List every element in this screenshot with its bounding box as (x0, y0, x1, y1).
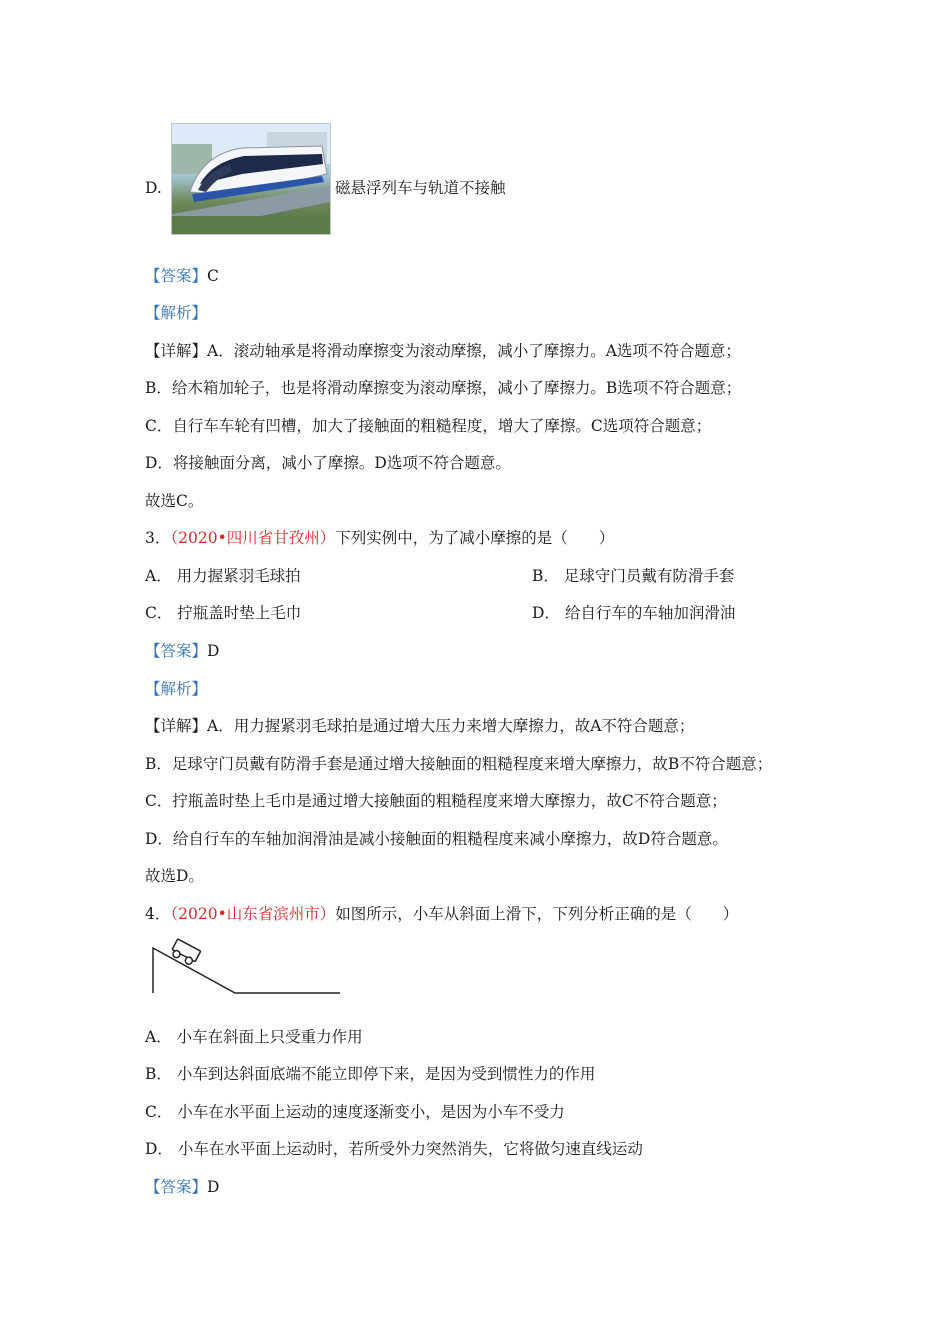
q4-option-c: C． 小车在水平面上运动的速度逐渐变小，是因为小车不受力 (145, 1103, 565, 1121)
detail-b-q3: B．足球守门员戴有防滑手套是通过增大接触面的粗糙程度来增大摩擦力，故B不符合题意； (145, 755, 773, 773)
q3-option-b: B． 足球守门员戴有防滑手套 (532, 567, 735, 585)
detail-d-q3: D．给自行车的车轴加润滑油是减小接触面的粗糙程度来减小摩擦力，故D符合题意。 (145, 830, 728, 848)
detail-tag: 【详解】 (145, 342, 208, 360)
detail-b-q2: B．给木箱加轮子，也是将滑动摩擦变为滚动摩擦，减小了摩擦力。B选项不符合题意； (145, 379, 742, 397)
answer-tag: 【答案】 (145, 1178, 208, 1196)
incline-cart-diagram (150, 938, 342, 996)
detail-c-q3: C．拧瓶盖时垫上毛巾是通过增大接触面的粗糙程度来增大摩擦力，故C不符合题意； (145, 792, 727, 810)
answer-value: D (207, 642, 220, 660)
q4-option-a: A． 小车在斜面上只受重力作用 (145, 1028, 363, 1046)
question-text: 下列实例中，为了减小摩擦的是（ ） (335, 529, 615, 547)
maglev-train-image (171, 123, 331, 235)
detail-a-q2 (145, 341, 741, 361)
q4-option-b: B． 小车到达斜面底端不能立即停下来，是因为受到惯性力的作用 (145, 1065, 596, 1083)
detail-a-text: A．滚动轴承是将滑动摩擦变为滚动摩擦，减小了摩擦力。A选项不符合题意； (207, 342, 741, 360)
answer-tag: 【答案】 (145, 642, 208, 660)
answer-line-q2 (145, 266, 219, 286)
conclusion-q3: 故选D。 (145, 867, 204, 885)
detail-a-text: A．用力握紧羽毛球拍是通过增大压力来增大摩擦力，故A不符合题意； (207, 717, 695, 735)
conclusion-q2: 故选C。 (145, 492, 204, 510)
option-d-text: 磁悬浮列车与轨道不接触 (335, 179, 506, 197)
answer-line-q4 (145, 1177, 219, 1197)
analysis-tag-q3: 【解析】 (145, 680, 208, 698)
detail-d-q2: D．将接触面分离，减小了摩擦。D选项不符合题意。 (145, 454, 511, 472)
q3-option-c: C． 拧瓶盖时垫上毛巾 (145, 604, 302, 622)
answer-value: D (207, 1178, 220, 1196)
answer-value: C (207, 267, 219, 285)
question-number: 4． (145, 905, 171, 923)
answer-tag: 【答案】 (145, 267, 208, 285)
q3-option-a: A． 用力握紧羽毛球拍 (145, 567, 301, 585)
question-3-stem (145, 528, 614, 548)
question-source: （2020•四川省甘孜州） (170, 529, 336, 547)
question-4-stem (145, 904, 738, 924)
detail-tag: 【详解】 (145, 717, 208, 735)
q4-option-d: D． 小车在水平面上运动时，若所受外力突然消失，它将做匀速直线运动 (145, 1140, 643, 1158)
analysis-tag-q2: 【解析】 (145, 304, 208, 322)
question-number: 3． (145, 529, 171, 547)
detail-a-q3 (145, 716, 694, 736)
question-source: （2020•山东省滨州市） (170, 905, 336, 923)
question-text: 如图所示，小车从斜面上滑下，下列分析正确的是（ ） (335, 905, 739, 923)
q3-option-d: D． 给自行车的车轴加润滑油 (532, 604, 736, 622)
option-d-label: D. (145, 179, 162, 197)
answer-line-q3 (145, 641, 219, 661)
cart-icon (170, 939, 201, 967)
detail-c-q2: C．自行车车轮有凹槽，加大了接触面的粗糙程度，增大了摩擦。C选项符合题意； (145, 417, 712, 435)
